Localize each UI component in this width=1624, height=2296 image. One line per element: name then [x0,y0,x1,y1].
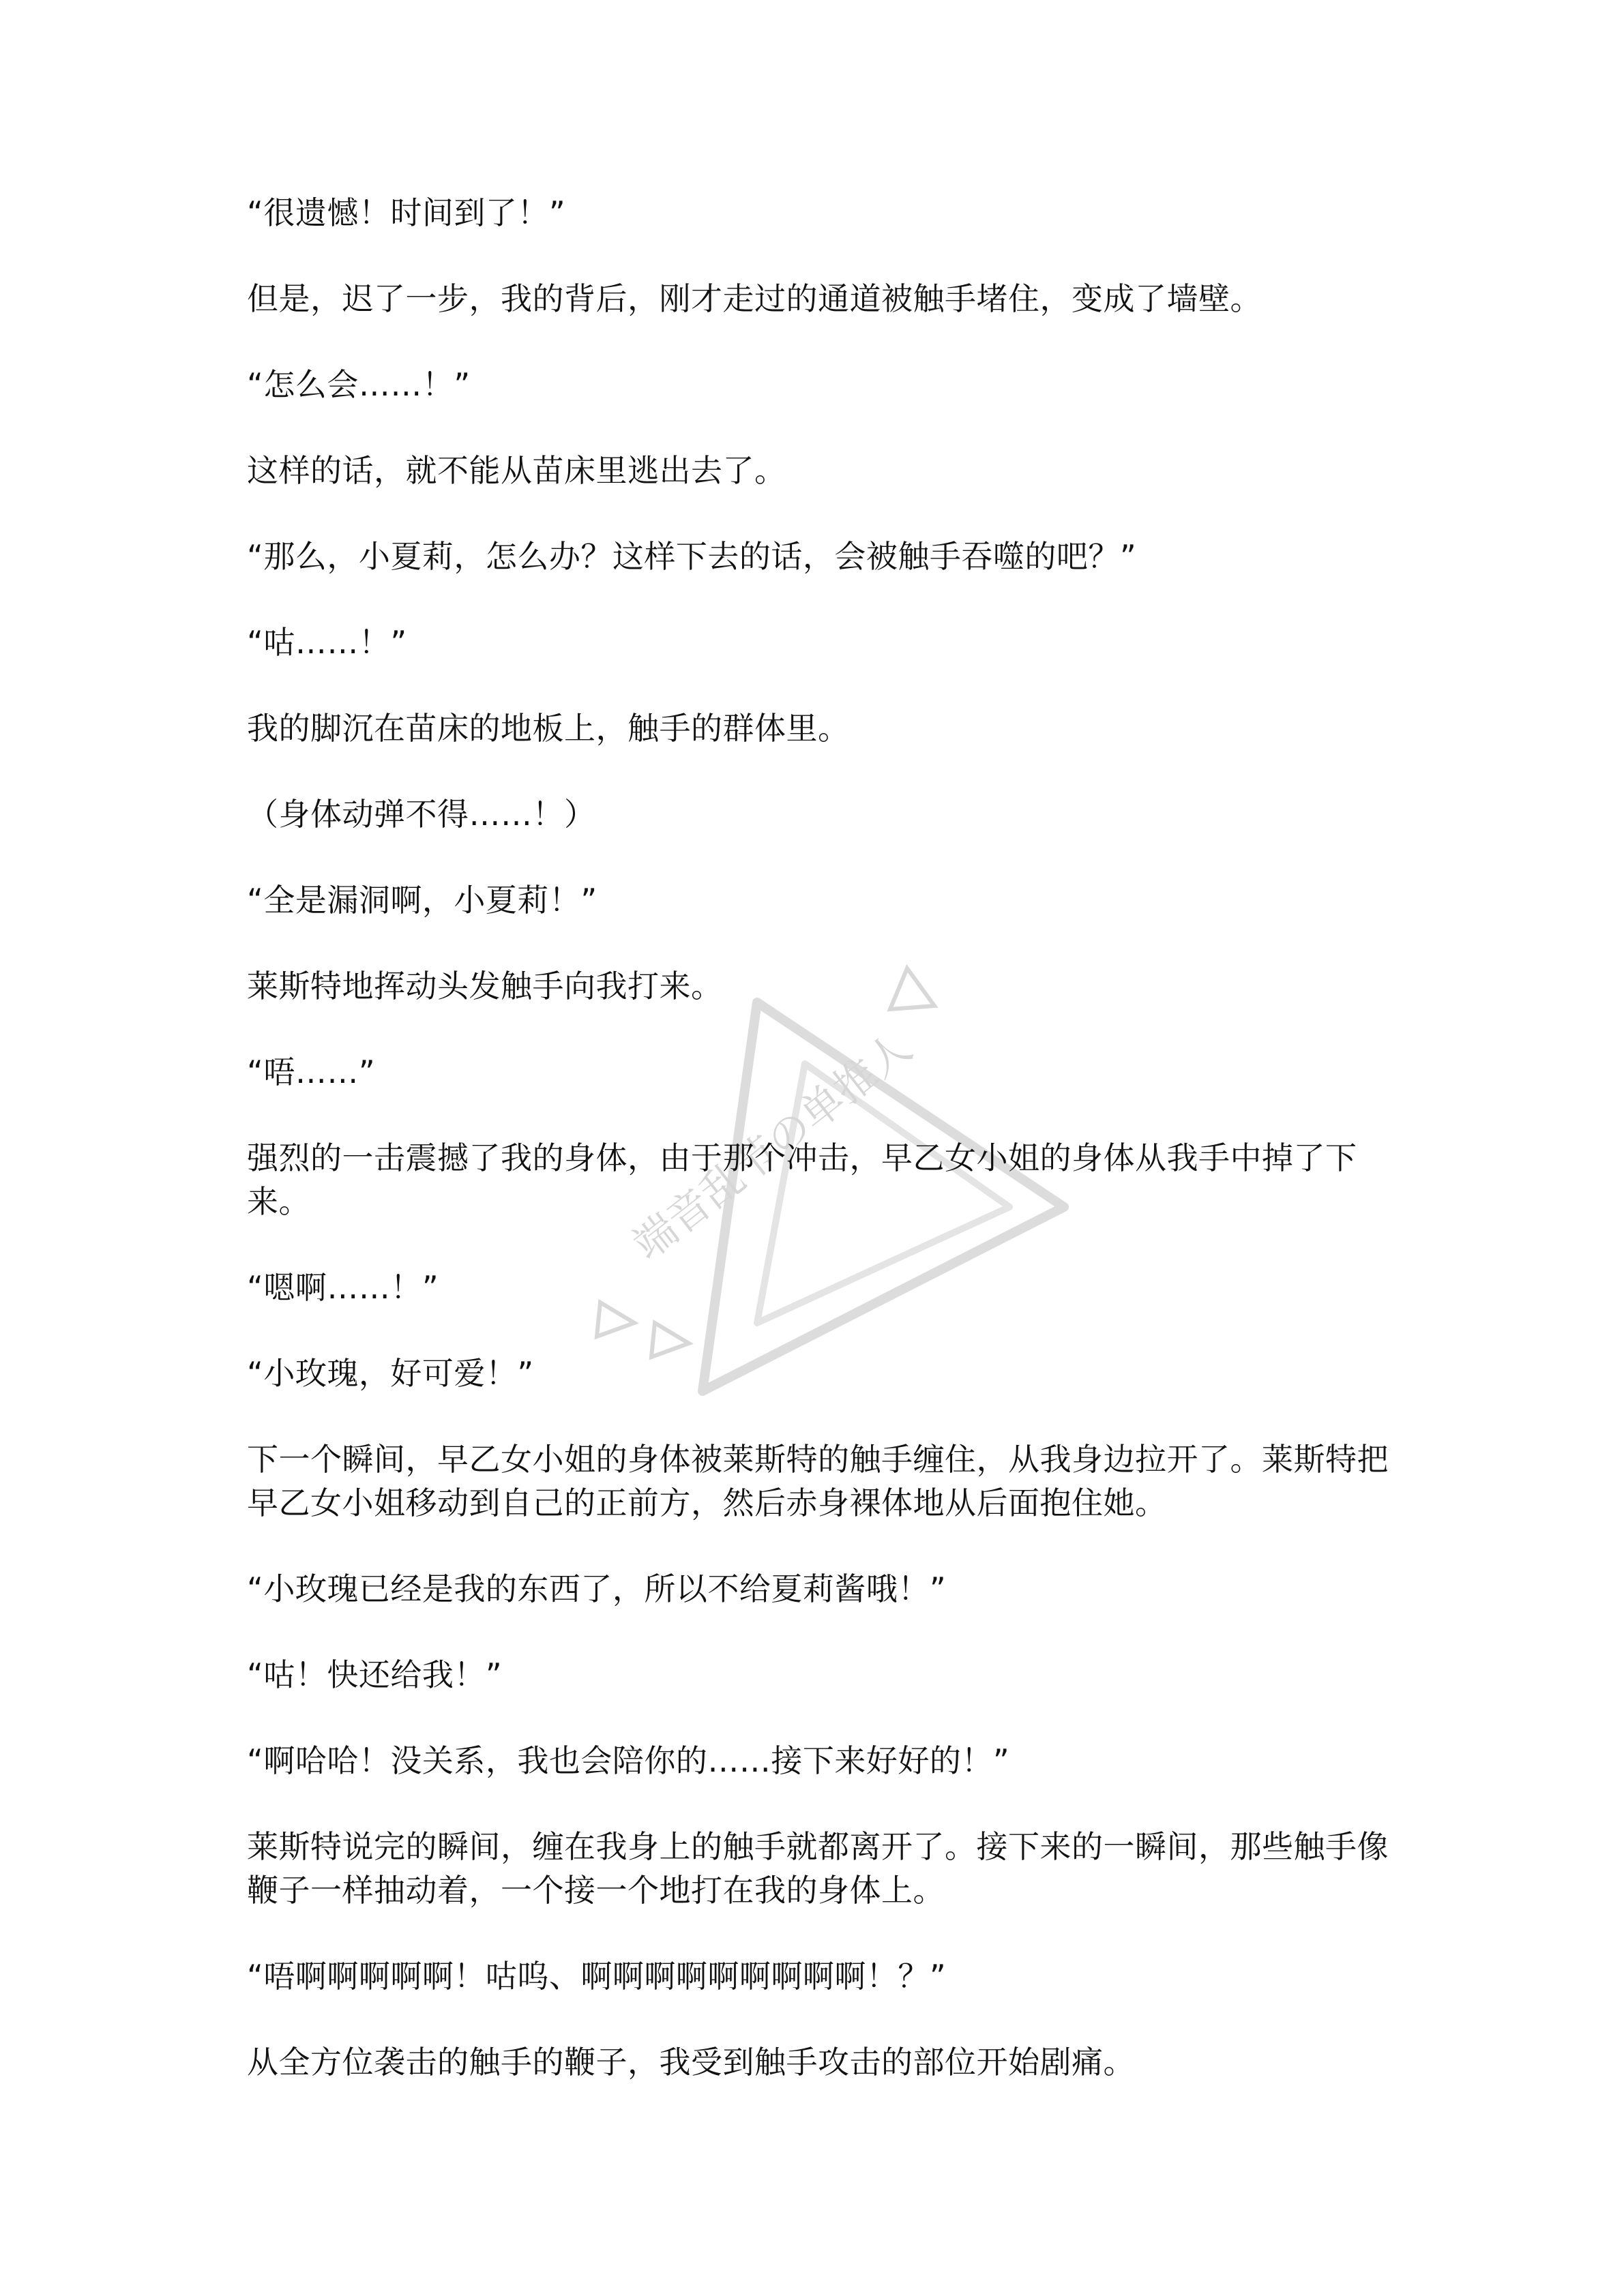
paragraph: “唔啊啊啊啊啊！咕呜、啊啊啊啊啊啊啊啊啊！？” [247,1958,947,1995]
paragraph: 莱斯特说完的瞬间，缠在我身上的触手就都离开了。接下来的一瞬间，那些触手像鞭子一样抽动着，一个接一个地打在我的身体上。 [247,1828,1389,1909]
paragraph: “咕！快还给我！” [247,1656,503,1693]
paragraph: 这样的话，就不能从苗床里逃出去了。 [247,452,786,489]
paragraph: “咕……！” [247,624,407,661]
paragraph: “很遗憾！时间到了！” [247,194,566,231]
watermark-text: 端音乱节の单推人 [623,1022,921,1270]
paragraph: “嗯啊……！” [247,1269,439,1306]
paragraph: “怎么会……！” [247,366,471,403]
paragraph: “唔……” [247,1054,376,1090]
paragraph: 莱斯特地挥动头发触手向我打来。 [247,968,723,1004]
paragraph: 强烈的一击震撼了我的身体，由于那个冲击，早乙女小姐的身体从我手中掉了下来。 [247,1139,1357,1220]
paragraph: “小玫瑰已经是我的东西了，所以不给夏莉酱哦！” [247,1570,947,1607]
text-column [247,191,1400,2126]
paragraph: “小玫瑰，好可爱！” [247,1355,534,1392]
paragraph: （身体动弹不得……！） [247,796,596,833]
paragraph: 下一个瞬间，早乙女小姐的身体被莱斯特的触手缠住，从我身边拉开了。莱斯特把早乙女小姐移动到自己的正前方，然后赤身裸体地从后面抱住她。 [247,1441,1389,1521]
paragraph: “啊哈哈！没关系，我也会陪你的……接下来好好的！” [247,1742,1010,1779]
paragraph: 我的脚沉在苗床的地板上，触手的群体里。 [247,710,850,747]
paragraph: “全是漏洞啊，小夏莉！” [247,882,597,919]
paragraph: “那么，小夏莉，怎么办？这样下去的话，会被触手吞噬的吧？” [247,538,1137,575]
paragraph: 但是，迟了一步，我的背后，刚才走过的通道被触手堵住，变成了墙壁。 [247,280,1262,317]
paragraph: 从全方位袭击的触手的鞭子，我受到触手攻击的部位开始剧痛。 [247,2044,1135,2081]
